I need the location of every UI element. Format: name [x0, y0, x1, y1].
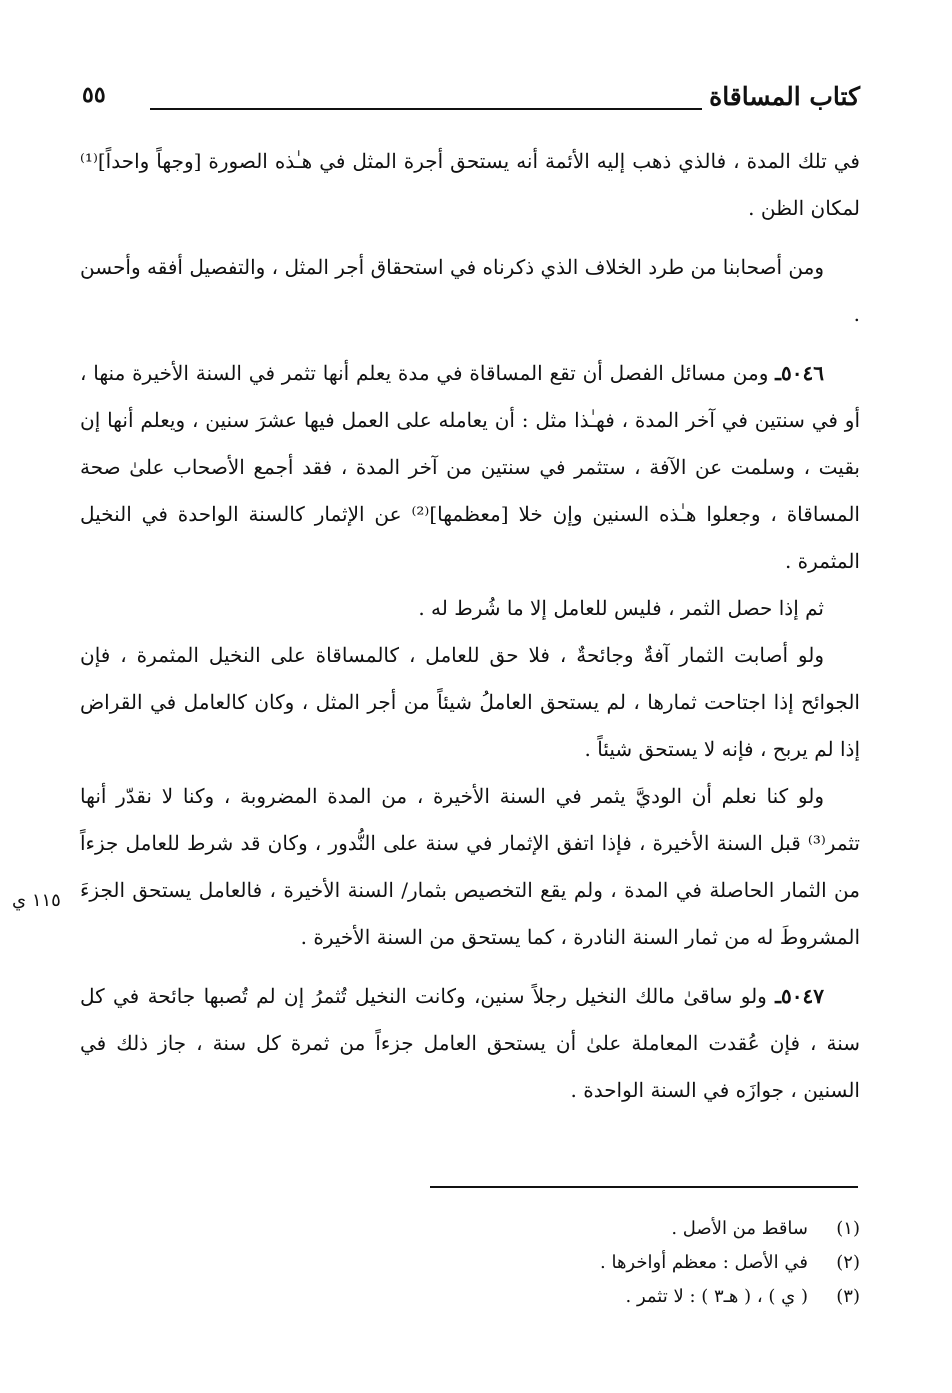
- paragraph-text: ثم إذا حصل الثمر ، فليس للعامل إلا ما شُرط له .: [418, 596, 824, 620]
- footnote-text: ساقط من الأصل .: [671, 1218, 808, 1239]
- footnote-number: (١): [836, 1218, 860, 1239]
- page-number: ٥٥: [82, 82, 106, 108]
- header-rule: [150, 108, 702, 110]
- issue-number: ٥٠٤٦ـ: [775, 361, 824, 385]
- issue-number: ٥٠٤٧ـ: [775, 984, 824, 1008]
- footnote-number: (٢): [836, 1252, 860, 1273]
- page-header: [82, 82, 860, 118]
- main-text: [80, 138, 860, 1114]
- chapter-title: كتاب المساقاة: [709, 82, 860, 111]
- footnote: [260, 1280, 860, 1314]
- paragraph-text: في تلك المدة ، فالذي ذهب إليه الأئمة أنه يستحق أجرة المثل في هـٰذه الصورة [وجهاً واحداً]⁽¹⁾ لمكان الظن .: [80, 149, 860, 220]
- paragraph: [80, 585, 860, 632]
- footnote: [260, 1246, 860, 1280]
- paragraph: [80, 773, 860, 961]
- footnote-number: (٣): [836, 1286, 860, 1307]
- footnote-text: في الأصل : معظم أواخرها .: [600, 1252, 808, 1273]
- footnotes: [260, 1212, 860, 1314]
- paragraph: [80, 632, 860, 773]
- footnote-rule: [430, 1186, 858, 1188]
- paragraph-text: ولو أصابت الثمار آفةٌ وجائحةٌ ، فلا حق للعامل ، كالمساقاة على النخيل المثمرة ، فإن الجوائح إذا اجتاحت ثمارها ، لم يستحق العاملُ شيئاً من أجر المثل ، وكان كالعامل في القراض إذا لم يربح ، فإنه لا يستحق شيئاً .: [80, 643, 860, 761]
- paragraph-text: ولو كنا نعلم أن الوديَّ يثمر في السنة الأخيرة ، من المدة المضروبة ، وكنا لا نقدّر أنها تثمر⁽³⁾ قبل السنة الأخيرة ، فإذا اتفق الإثمار في سنة على النُّدور ، وكان قد شرط للعامل جزءاً من الثمار الحاصلة في المدة ، ولم يقع التخصيص بثمار/ السنة الأخيرة ، فالعامل يستحق الجزءَ المشروطَ له من ثمار السنة النادرة ، كما يستحق من السنة الأخيرة .: [80, 784, 860, 949]
- footnote: [260, 1212, 860, 1246]
- paragraph: [80, 973, 860, 1114]
- paragraph: [80, 138, 860, 232]
- paragraph: [80, 244, 860, 338]
- paragraph: [80, 350, 860, 585]
- paragraph-text: ولو ساقىٰ مالك النخيل رجلاً سنين، وكانت النخيل تُثمرُ إن لم تُصبها جائحة في كل سنة ، فإن عُقدت المعاملة علىٰ أن يستحق العامل جزءاً من ثمرة كل سنة ، جاز ذلك في السنين ، جوازَه في السنة الواحدة .: [80, 984, 860, 1102]
- footnote-text: ( ي ) ، ( هـ٣ ) : لا تثمر .: [625, 1286, 808, 1307]
- paragraph-text: ومن أصحابنا من طرد الخلاف الذي ذكرناه في استحقاق أجر المثل ، والتفصيل أفقه وأحسن .: [80, 255, 860, 326]
- paragraph-text: ومن مسائل الفصل أن تقع المساقاة في مدة يعلم أنها تثمر في السنة الأخيرة منها ، أو في سنتين في آخر المدة ، فهـٰذا مثل : أن يعامله على العمل فيها عشرَ سنين ، ويعلم أنها إن بقيت ، وسلمت عن الآفة ، ستثمر في سنتين من آخر المدة ، فقد أجمع الأصحاب علىٰ صحة المساقاة ، وجعلوا هـٰذه السنين وإن خلا [معظمها]⁽²⁾ عن الإثمار كالسنة الواحدة في النخيل المثمرة .: [80, 361, 860, 573]
- manuscript-folio-note: ١١٥ ي: [12, 890, 61, 911]
